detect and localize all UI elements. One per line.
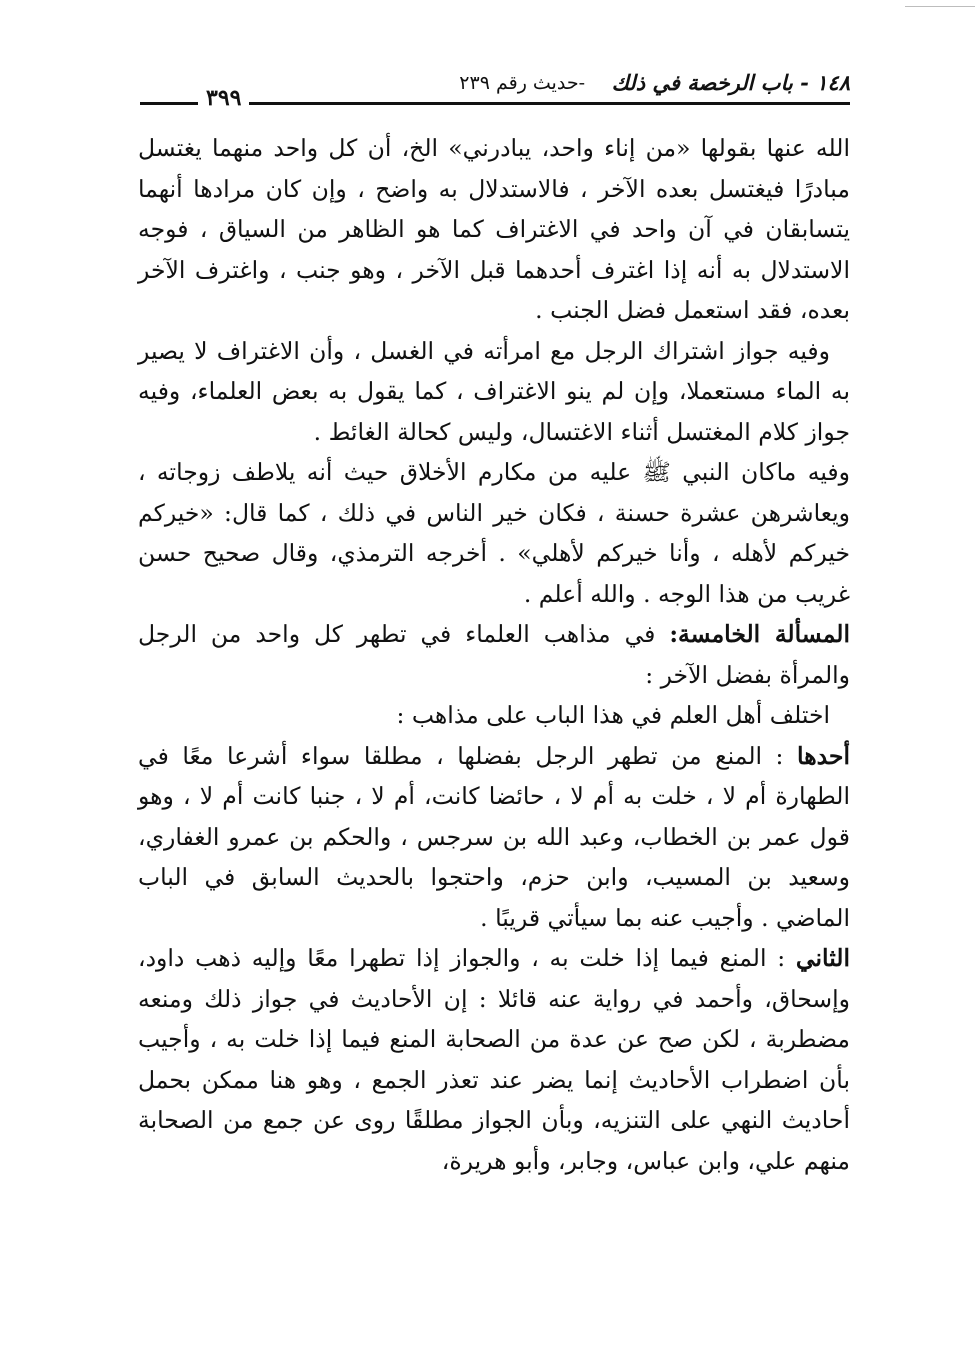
paragraph-2: وفيه جواز اشتراك الرجل مع امرأته في الغسل ، وأن الاغتراف لا يصير به الماء مستعملا، وإن لم ينو الاغتراف ، كما يقول به بعض العلماء، وفيه جواز كلام المغتسل أثناء الاغتسال، وليس كحالة الغائط . [138, 336, 850, 446]
hadith-number: -حديث رقم ٢٣٩ [459, 72, 585, 94]
opinion-two-text: : المنع فيما إذا خلت به ، والجواز إذا تطهرا معًا وإليه ذهب داود، وإسحاق، وأحمد في رواية عنه قائلا : إن الأحاديث في جواز ذلك ومنعه مضطربة ، لكن صح عن عدة من الصحابة المنع فيما إذا خلت به ، وأجيب بأن اضطراب الأحاديث إنما يضر عند تعذر الجمع ، وهو هنا ممكن بحمل أحاديث النهي على التنزيه، وبأن الجواز مطلقًا روى عن جمع من الصحابة منهم علي، وابن عباس، وجابر، وأبو هريرة، [138, 944, 850, 1175]
opinion-one-text: : المنع من تطهر الرجل بفضلها ، مطلقا سواء أشرعا معًا في الطهارة أم لا ، خلت به أم لا ، حائضا كانت، أم لا ، جنبا كانت أم لا ، وهو قول عمر بن الخطاب، وعبد الله بن سرجس ، والحكم بن عمرو الغفاري، وسعيد بن المسيب، وابن حزم، واحتجوا بالحديث السابق في الباب الماضي . وأجيب عنه بما سيأتي قريبًا . [138, 741, 850, 932]
paragraph-4 [138, 614, 850, 695]
section-heading: المسألة الخامسة: [669, 620, 850, 648]
opinion-two-label: الثاني [795, 944, 850, 972]
page-number: ٣٩٩ [198, 86, 249, 110]
paragraph-5: اختلف أهل العلم في هذا الباب على مذاهب : [396, 701, 830, 729]
paragraph-6 [138, 736, 850, 939]
paragraph-7 [138, 938, 850, 1181]
running-header [140, 64, 850, 111]
paragraph-3: وفيه ماكان النبي ﷺ عليه من مكارم الأخلاق حيث أنه يلاطف زوجاته ، ويعاشرهن عشرة حسنة ، فكان خير الناس في ذلك ، كما قال: «خيركم خيركم لأهله ، وأنا خيركم لأهلي» . أخرجه الترمذي، وقال صحيح حسن غريب من هذا الوجه . والله أعلم . [138, 458, 850, 608]
paragraph-1: الله عنها بقولها «من إناء واحد، يبادرني» الخ، أن كل واحد منهما يغتسل مبادرًا فيغتسل بعده الآخر ، فالاستدلال به واضح ، وإن كان مرادها أنهما يتسابقان في آن واحد في الاغتراف كما هو الظاهر من السياق ، فوجه الاستدلال به أنه إذا اغترف أحدهما قبل الآخر ، وهو جنب ، واغترف الآخر بعده، فقد استعمل فضل الجنب . [138, 134, 850, 324]
opinion-one-label: أحدها [797, 741, 850, 770]
page-body [138, 128, 850, 1181]
chapter-title: ١٤٨ - باب الرخصة في ذلك [611, 70, 850, 95]
section-heading-text: في مذاهب العلماء في تطهر كل واحد من الرجل والمرأة بفضل الآخر : [138, 620, 850, 689]
scan-corner-mark [905, 6, 975, 7]
